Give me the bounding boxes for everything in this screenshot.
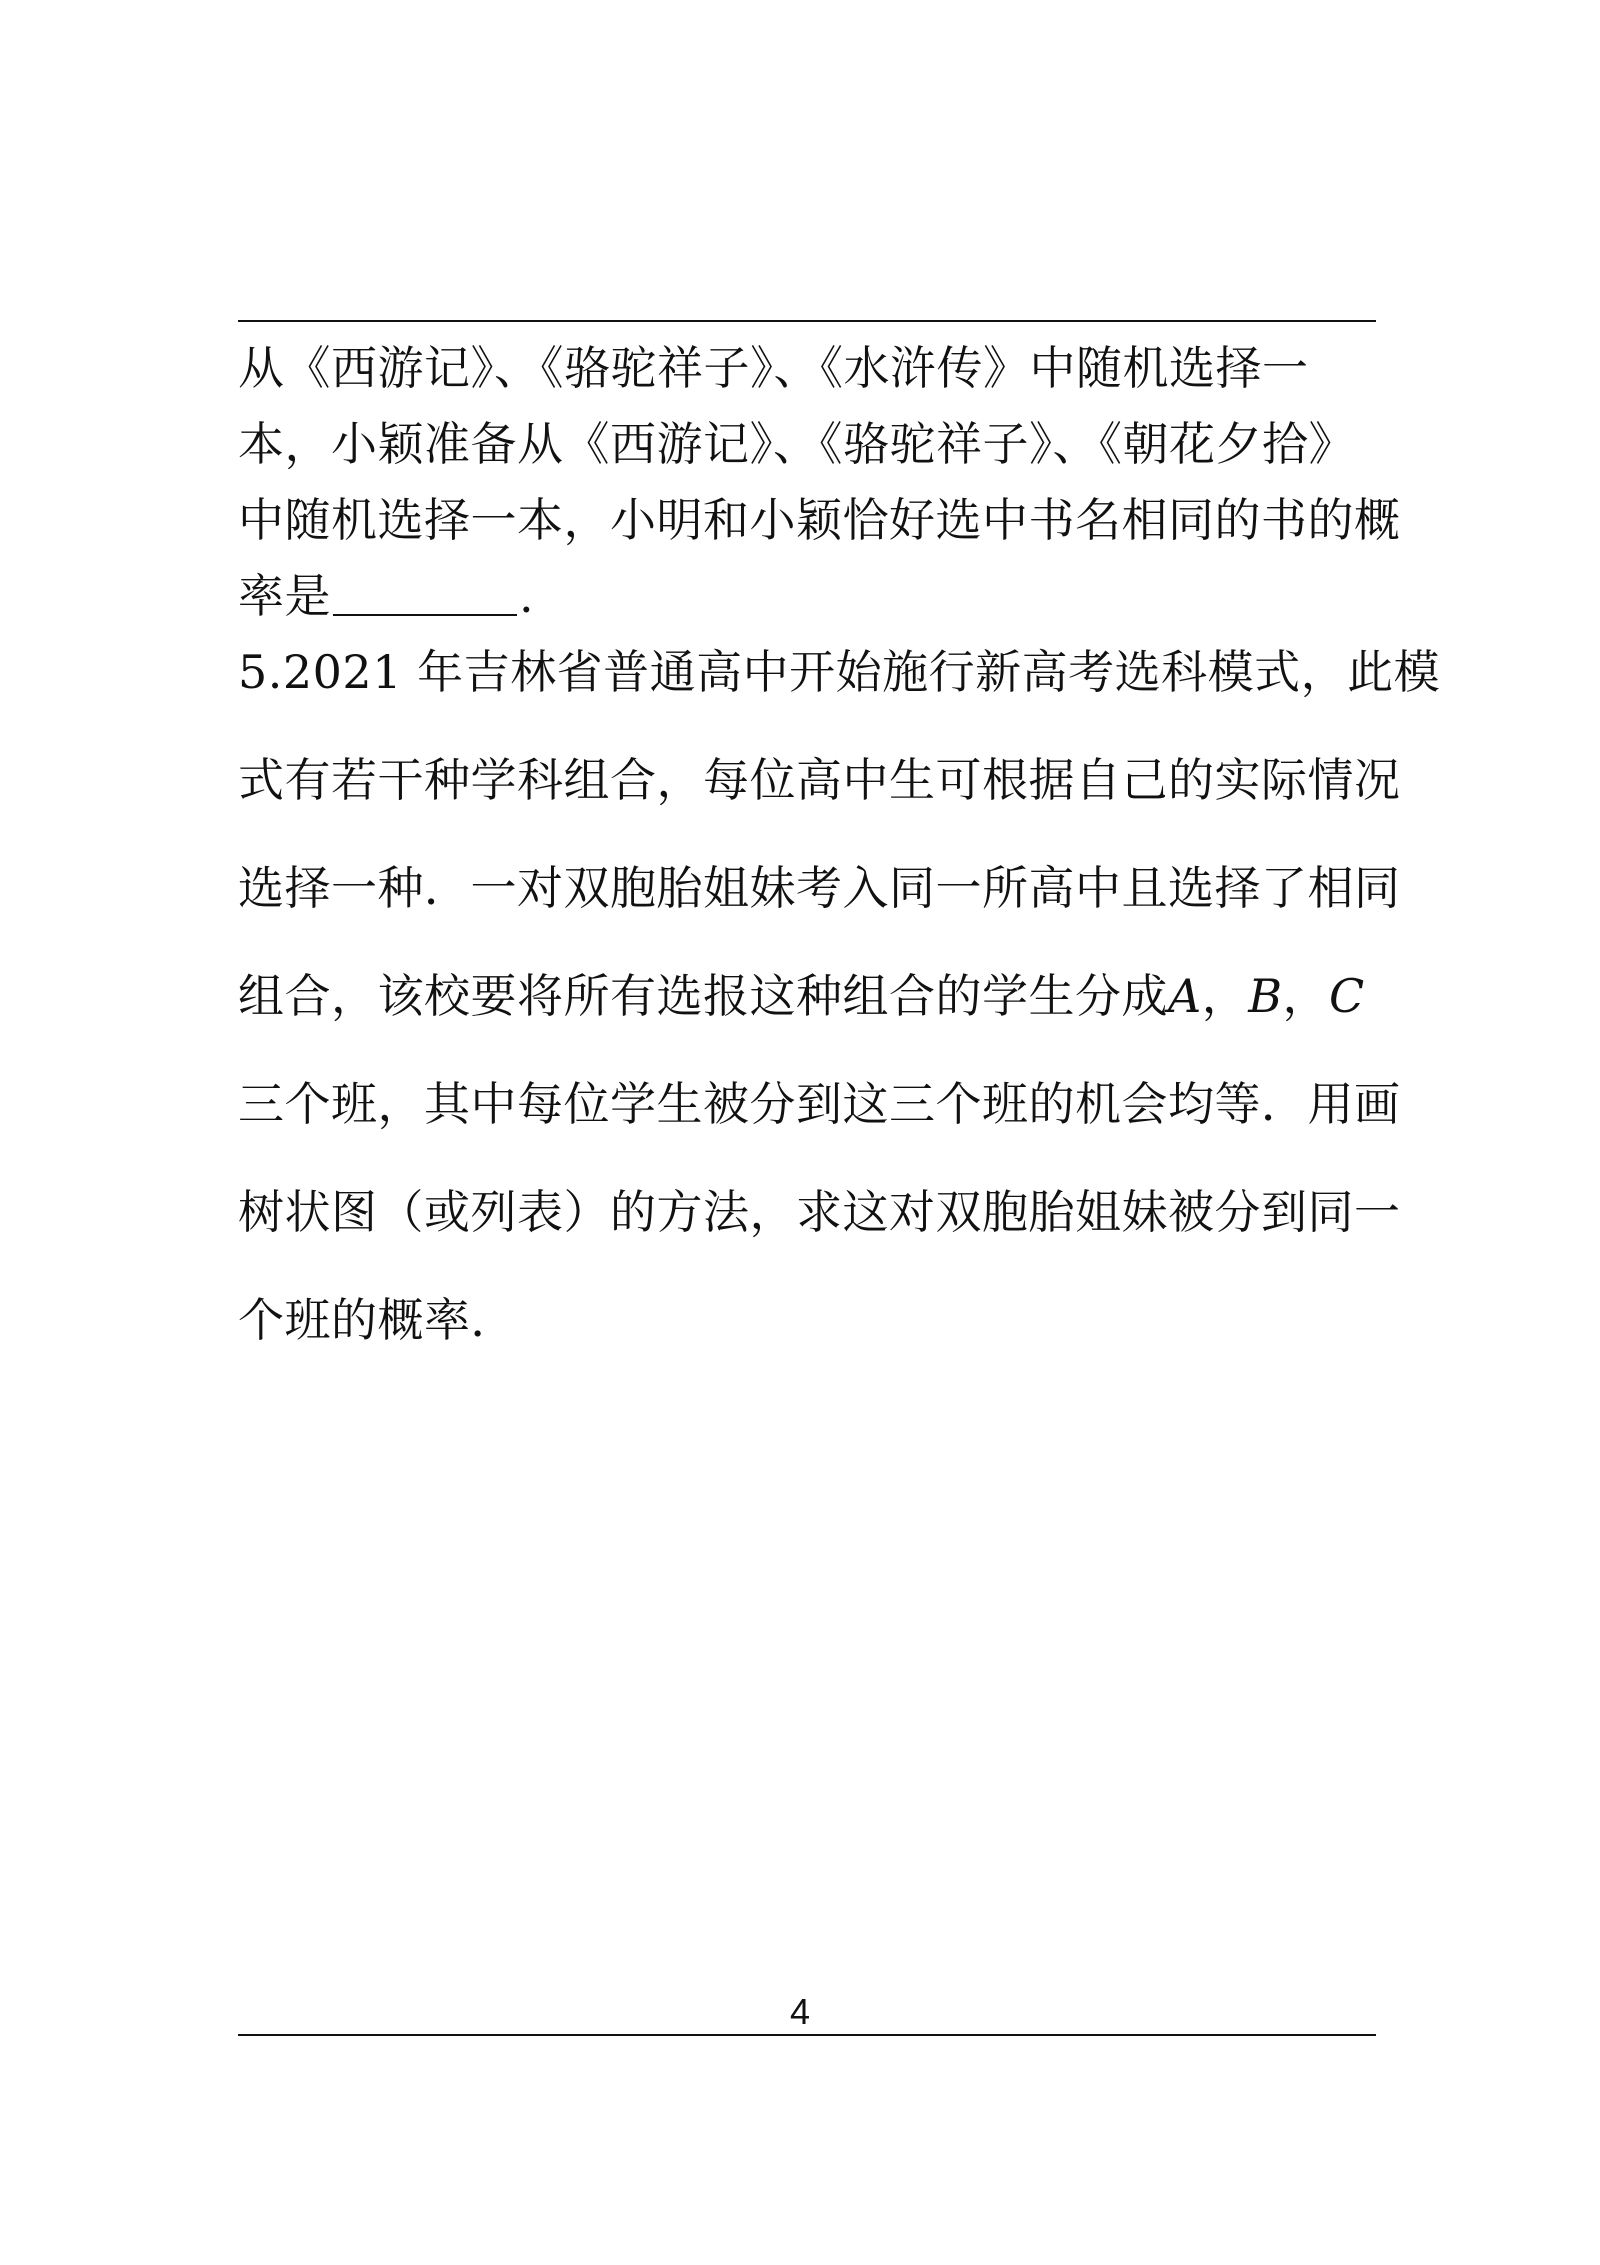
separator: ，	[1282, 969, 1330, 1023]
text-line: 从《西游记》、《骆驼祥子》、《水浒传》中随机选择一	[238, 341, 1309, 395]
header-rule	[238, 320, 1376, 322]
text-segment: .	[519, 569, 535, 623]
text-line: 中随机选择一本，小明和小颖恰好选中书名相同的书的概	[238, 493, 1401, 547]
class-label-a: A	[1168, 969, 1202, 1023]
text-segment: 组合，该校要将所有选报这种组合的学生分成	[238, 969, 1168, 1023]
footer-rule	[238, 2034, 1376, 2036]
text-line: 本，小颖准备从《西游记》、《骆驼祥子》、《朝花夕拾》	[238, 417, 1355, 471]
text-line: 选择一种．一对双胞胎姐妹考入同一所高中且选择了相同	[238, 861, 1401, 915]
class-label-b: B	[1248, 969, 1283, 1023]
text-segment: 率是	[238, 569, 331, 623]
text-line: 5.2021 年吉林省普通高中开始施行新高考选科模式，此模	[238, 645, 1441, 699]
class-label-c: C	[1329, 969, 1365, 1023]
separator: ，	[1201, 969, 1249, 1023]
text-line	[238, 942, 1365, 1050]
text-line: 树状图（或列表）的方法，求这对双胞胎姐妹被分到同一	[238, 1185, 1401, 1239]
text-line: 式有若干种学科组合，每位高中生可根据自己的实际情况	[238, 753, 1401, 807]
page-number: 4	[789, 1991, 811, 2032]
answer-blank[interactable]	[333, 574, 517, 616]
text-line: 个班的概率．	[238, 1293, 517, 1347]
text-line: 三个班，其中每位学生被分到这三个班的机会均等．用画	[238, 1077, 1401, 1131]
